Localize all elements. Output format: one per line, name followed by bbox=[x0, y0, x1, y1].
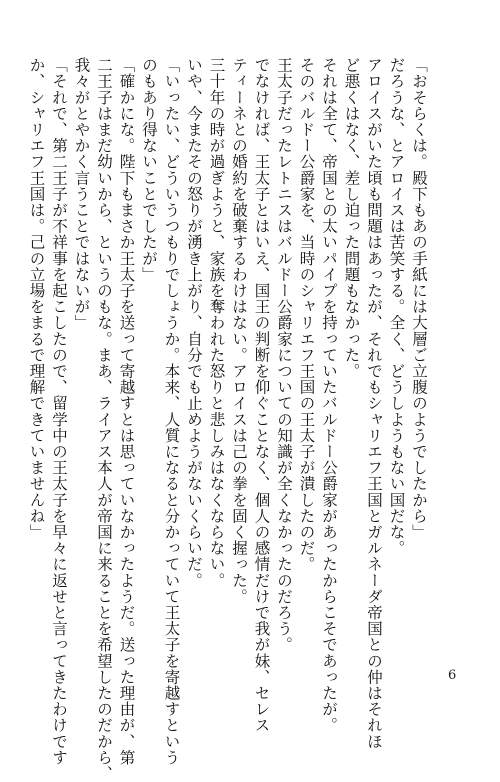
text-line: 「確かにな。陛下もまさか王太子を送って寄越すとは思っていなかったようだ。送った理由が、第 bbox=[117, 57, 136, 766]
text-line: 二王子はまだ幼いから、というのもな。まあ、ライアス本人が帝国に来ることを希望したのだから、 bbox=[95, 57, 113, 782]
text-line: 「それで、第二王子が不祥事を起こしたので、留学中の王太子を早々に返せと言ってきたわけです bbox=[50, 57, 68, 766]
text-line: ど悪くはなく、差し迫った問題もなかった。 bbox=[342, 57, 361, 379]
text-line: そのバルドー公爵家を、当時のシャリエフ王国の王太子が潰したのだ。 bbox=[297, 57, 316, 573]
text-line: 三十年の時が過ぎようと、家族を奪われた怒りと悲しみはなくならない。 bbox=[207, 57, 226, 589]
text-line: のもあり得ないことでしたが」 bbox=[140, 57, 158, 283]
text-line: か、シャリエフ王国は。己の立場をまるで理解できていませんね」 bbox=[27, 57, 46, 540]
text-line: いや、今またその怒りが湧き上がり、自分でも止めようがないくらいだ。 bbox=[185, 57, 203, 589]
text-line: 「おそらくは。殿下もあの手紙には大層ご立腹のようでしたから」 bbox=[410, 57, 428, 540]
page-number: 6 bbox=[448, 668, 457, 683]
text-line: ティーネとの婚約を破棄するわけはない。アロイスは己の拳を固く握った。 bbox=[230, 57, 248, 605]
vertical-text-body bbox=[27, 57, 430, 782]
text-line: それは全て、帝国との太いパイプを持っていたバルドー公爵家があったからこそであったが。 bbox=[320, 57, 338, 734]
text-line: アロイスがいた頃も問題はあったが、それでもシャリエフ王国とガルネーダ帝国との仲はそれほ bbox=[365, 57, 383, 750]
text-line: だろうな、とアロイスは苦笑する。全く、どうしようもない国だな。 bbox=[387, 57, 406, 557]
text-line: でなければ、王太子とはいえ、国王の判断を仰ぐことなく、個人の感情だけで我が妹、セレス bbox=[252, 57, 271, 734]
text-line: 王太子だったレトニスはバルドー公爵家についての知識が全くなかったのだろう。 bbox=[275, 57, 293, 653]
text-line: 「いったい、どういうつもりでしょうか。本来、人質になると分かっていて王太子を寄越すという bbox=[162, 57, 181, 766]
text-line: 我々がとやかく言うことではないが」 bbox=[72, 57, 91, 331]
